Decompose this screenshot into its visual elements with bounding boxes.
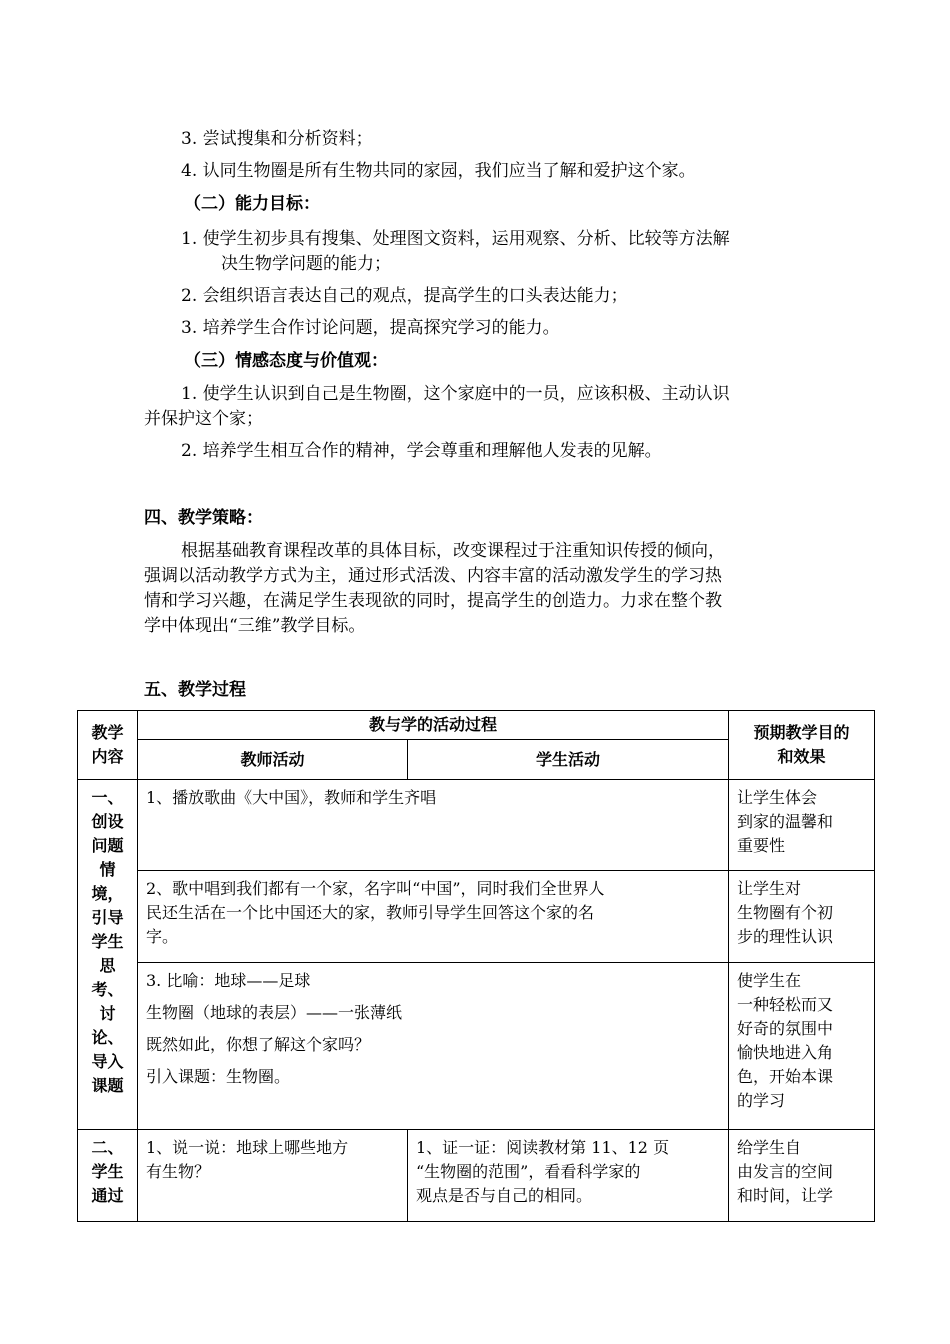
row-4-teacher: 1、说一说：地球上哪些地方 有生物？ xyxy=(138,1130,408,1222)
emotion-item-1: 1. 使学生认识到自己是生物圈，这个家庭中的一员，应该积极、主动认识 xyxy=(181,384,730,404)
strategy-heading: 四、教学策略： xyxy=(144,508,263,528)
row-1-goal: 让学生体会 到家的温馨和 重要性 xyxy=(729,780,875,871)
teaching-process-table xyxy=(77,710,875,1222)
section-2-label: 二、 学生 通过 xyxy=(78,1130,138,1222)
row-3-activity: 3. 比喻：地球——足球 生物圈（地球的表层）——一张薄纸 既然如此，你想了解这个家吗？ 引入课题：生物圈。 xyxy=(138,963,729,1130)
row-2-goal: 让学生对 生物圈有个初 步的理性认识 xyxy=(729,871,875,963)
row-2-activity: 2、歌中唱到我们都有一个家，名字叫“中国”，同时我们全世界人 民还生活在一个比中国还大的家，教师引导学生回答这个家的名 字。 xyxy=(138,871,729,963)
header-student-activity: 学生活动 xyxy=(408,740,729,780)
emotion-item-1-cont: 并保护这个家； xyxy=(144,409,263,429)
header-teacher-activity: 教师活动 xyxy=(138,740,408,780)
emotion-item-2: 2. 培养学生相互合作的精神，学会尊重和理解他人发表的见解。 xyxy=(181,441,662,461)
strategy-line-3: 情和学习兴趣，在满足学生表现欲的同时，提高学生的创造力。力求在整个教 xyxy=(144,591,722,611)
strategy-line-1: 根据基础教育课程改革的具体目标，改变课程过于注重知识传授的倾向， xyxy=(181,541,725,561)
row-4-goal: 给学生自 由发言的空间 和时间，让学 xyxy=(729,1130,875,1222)
objective-item-3: 3. 尝试搜集和分析资料； xyxy=(181,129,373,149)
header-expected-goal: 预期教学目的 和效果 xyxy=(729,711,875,780)
ability-item-3: 3. 培养学生合作讨论问题，提高探究学习的能力。 xyxy=(181,318,560,338)
objective-item-4: 4. 认同生物圈是所有生物共同的家园，我们应当了解和爱护这个家。 xyxy=(181,161,696,181)
ability-item-1-cont: 决生物学问题的能力； xyxy=(221,254,391,274)
ability-item-2: 2. 会组织语言表达自己的观点，提高学生的口头表达能力； xyxy=(181,286,628,306)
header-content: 教学 内容 xyxy=(78,711,138,780)
process-heading: 五、教学过程 xyxy=(144,680,246,700)
header-activity-process: 教与学的活动过程 xyxy=(138,711,729,740)
row-4-student: 1、证一证：阅读教材第 11、12 页 “生物圈的范围”，看看科学家的 观点是否与自己的相同。 xyxy=(408,1130,729,1222)
strategy-line-2: 强调以活动教学方式为主，通过形式活泼、内容丰富的活动激发学生的学习热 xyxy=(144,566,722,586)
row-3-goal: 使学生在 一种轻松而又 好奇的氛围中 愉快地进入角 色，开始本课 的学习 xyxy=(729,963,875,1130)
row-1-activity: 1、播放歌曲《大中国》，教师和学生齐唱 xyxy=(138,780,729,871)
strategy-line-4: 学中体现出“三维”教学目标。 xyxy=(144,616,366,636)
section-1-label: 一、 创设 问题 情 境， 引导 学生 思 考、 讨 论、 导入 课题 xyxy=(78,780,138,1130)
emotion-heading: （三）情感态度与价值观： xyxy=(184,351,388,371)
ability-item-1: 1. 使学生初步具有搜集、处理图文资料，运用观察、分析、比较等方法解 xyxy=(181,229,730,249)
ability-heading: （二）能力目标： xyxy=(184,194,320,214)
